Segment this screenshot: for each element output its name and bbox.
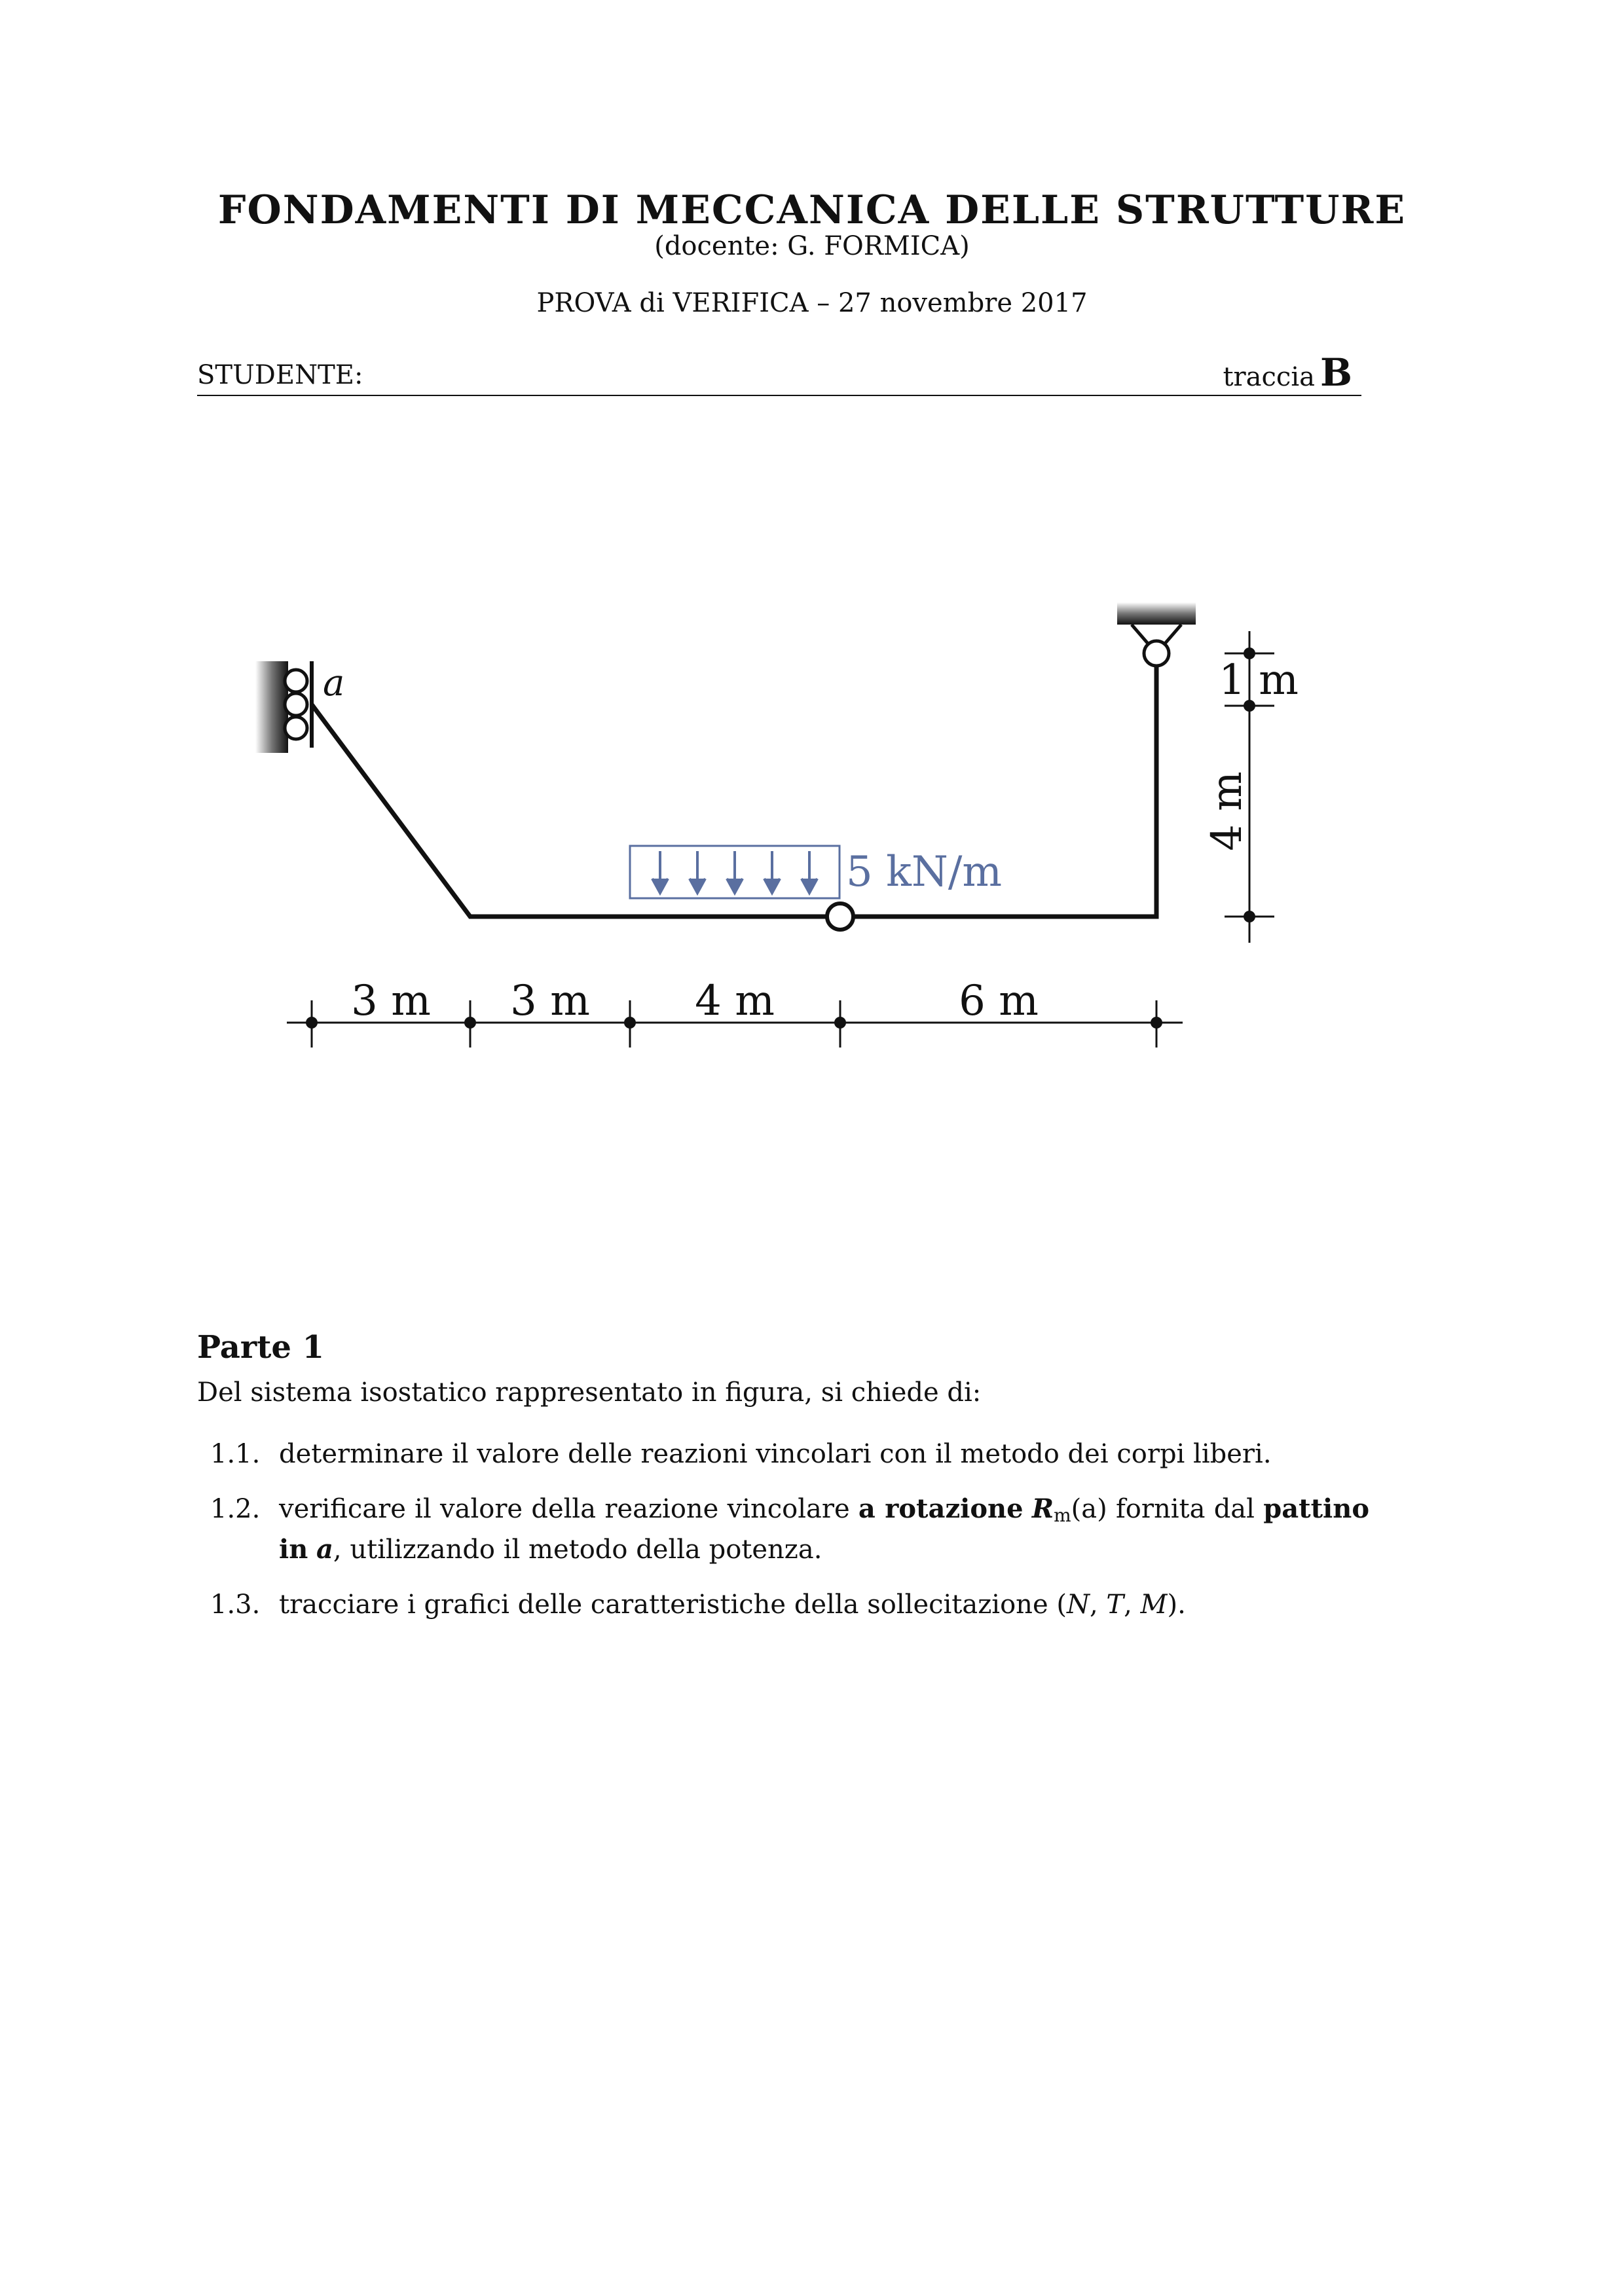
task-number: 1.2. bbox=[210, 1494, 261, 1524]
part-heading: Parte 1 bbox=[197, 1329, 325, 1366]
task-text-segment: tracciare i grafici delle caratteristiche della sollecitazione ( bbox=[279, 1590, 1067, 1620]
load-arrows bbox=[652, 851, 817, 893]
task-text bbox=[279, 1492, 1369, 1567]
task-number: 1.1. bbox=[210, 1439, 261, 1469]
task-emphasis: a rotazione bbox=[858, 1493, 1024, 1524]
load-label: 5 kN/m bbox=[846, 848, 1003, 896]
task-item-1 bbox=[197, 1437, 1369, 1471]
task-text: determinare il valore delle reazioni vincolari con il metodo dei corpi liberi. bbox=[279, 1439, 1272, 1469]
course-title: FONDAMENTI DI MECCANICA DELLE STRUTTURE bbox=[217, 187, 1407, 233]
instructor-line: (docente: G. FORMICA) bbox=[654, 231, 970, 261]
support-ceiling bbox=[1117, 602, 1196, 625]
roller-bottom bbox=[285, 717, 307, 739]
dimension-label-2: 3 m bbox=[510, 977, 590, 1025]
reaction-argument: (a) bbox=[1071, 1494, 1107, 1524]
distributed-load bbox=[630, 846, 840, 898]
task-list bbox=[197, 1437, 1369, 1643]
structure-figure bbox=[0, 0, 1624, 1113]
separator: , bbox=[1089, 1590, 1107, 1620]
top-hinge bbox=[1144, 641, 1169, 666]
student-label: STUDENTE: bbox=[197, 360, 363, 390]
task-text bbox=[279, 1588, 1369, 1622]
variant-label: traccia bbox=[1223, 362, 1315, 392]
task-text-segment: verificare il valore della reazione vincolare bbox=[279, 1494, 858, 1524]
task-text-segment: fornita dal bbox=[1107, 1494, 1264, 1524]
task-number: 1.3. bbox=[210, 1590, 261, 1620]
task-item-3 bbox=[197, 1588, 1369, 1622]
hinge-support-top bbox=[1117, 602, 1196, 666]
task-item-2 bbox=[197, 1492, 1369, 1567]
exam-date: PROVA di VERIFICA – 27 novembre 2017 bbox=[536, 288, 1088, 318]
reaction-subscript: m bbox=[1054, 1504, 1071, 1526]
dimension-label-1m: 1 m bbox=[1219, 656, 1299, 704]
task-text-segment: ). bbox=[1167, 1590, 1186, 1620]
slider-support-a bbox=[255, 661, 312, 753]
dimension-label-4: 6 m bbox=[959, 977, 1039, 1025]
support-wall bbox=[255, 661, 288, 753]
internal-hinge bbox=[827, 903, 853, 930]
part-intro: Del sistema isostatico rappresentato in figura, si chiede di: bbox=[197, 1377, 982, 1408]
symbol-m: M bbox=[1140, 1590, 1168, 1620]
symbol-n: N bbox=[1066, 1590, 1090, 1620]
symbol-t: T bbox=[1106, 1590, 1124, 1620]
reaction-symbol: R bbox=[1031, 1493, 1054, 1524]
roller-top bbox=[285, 670, 307, 692]
variant-letter: B bbox=[1320, 350, 1352, 395]
task-text-segment: , utilizzando il metodo della potenza. bbox=[333, 1535, 822, 1565]
task-emphasis-node: a bbox=[316, 1534, 333, 1565]
separator: , bbox=[1124, 1590, 1141, 1620]
dimension-label-3: 4 m bbox=[695, 977, 775, 1025]
task-emphasis: pattino in bbox=[279, 1493, 1370, 1565]
roller-middle bbox=[285, 693, 307, 716]
node-label-a: a bbox=[323, 662, 345, 704]
dimension-label-4m: 4 m bbox=[1203, 771, 1251, 851]
dimension-label-1: 3 m bbox=[351, 977, 431, 1025]
